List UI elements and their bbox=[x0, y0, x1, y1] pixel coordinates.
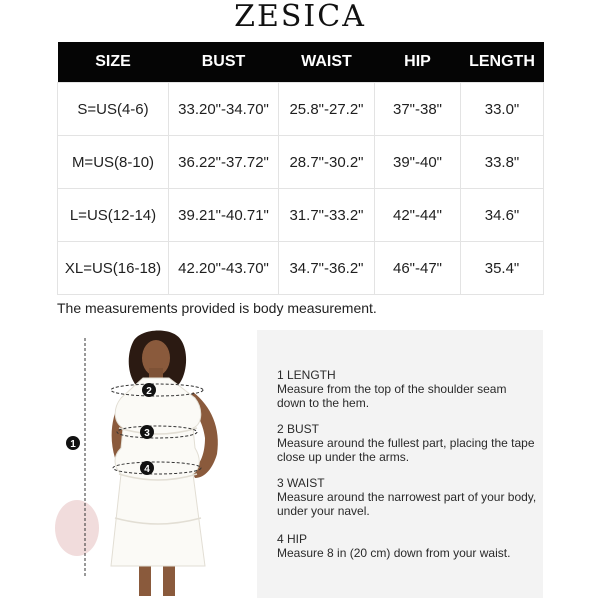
guide-hip-text: Measure 8 in (20 cm) down from your waist. bbox=[277, 546, 511, 560]
guide-bust bbox=[277, 422, 537, 464]
svg-text:4: 4 bbox=[144, 464, 150, 475]
guide-waist-text: Measure around the narrowest part of your body, under your navel. bbox=[277, 490, 537, 518]
table-header-row bbox=[58, 42, 544, 83]
cell-hip: 42"-44" bbox=[375, 189, 461, 242]
guide-bust-title: 2 BUST bbox=[277, 422, 320, 436]
cell-waist: 34.7"-36.2" bbox=[279, 242, 375, 295]
cell-length: 33.0" bbox=[461, 83, 544, 136]
brand-logo: ZESICA bbox=[234, 0, 366, 34]
header-bust: BUST bbox=[169, 42, 279, 83]
cell-waist: 31.7"-33.2" bbox=[279, 189, 375, 242]
cell-length: 35.4" bbox=[461, 242, 544, 295]
svg-text:2: 2 bbox=[146, 386, 152, 397]
cell-size: XL=US(16-18) bbox=[58, 242, 169, 295]
cell-length: 34.6" bbox=[461, 189, 544, 242]
guide-hip bbox=[277, 532, 537, 560]
header-length: LENGTH bbox=[461, 42, 544, 83]
svg-text:3: 3 bbox=[144, 428, 150, 439]
cell-bust: 39.21"-40.71" bbox=[169, 189, 279, 242]
cell-length: 33.8" bbox=[461, 136, 544, 189]
cell-hip: 46"-47" bbox=[375, 242, 461, 295]
cell-size: M=US(8-10) bbox=[58, 136, 169, 189]
measurement-guide-panel bbox=[257, 330, 543, 598]
table-row bbox=[58, 83, 544, 136]
cell-waist: 28.7"-30.2" bbox=[279, 136, 375, 189]
cell-bust: 36.22"-37.72" bbox=[169, 136, 279, 189]
guide-length bbox=[277, 368, 537, 410]
marker-hip bbox=[140, 461, 154, 475]
marker-bust bbox=[142, 383, 156, 397]
cell-waist: 25.8"-27.2" bbox=[279, 83, 375, 136]
guide-length-text: Measure from the top of the shoulder seam down to the hem. bbox=[277, 382, 507, 410]
guide-bust-text: Measure around the fullest part, placing the tape close up under the arms. bbox=[277, 436, 535, 464]
header-size: SIZE bbox=[58, 42, 169, 83]
cell-hip: 39"-40" bbox=[375, 136, 461, 189]
cell-size: L=US(12-14) bbox=[58, 189, 169, 242]
header-hip: HIP bbox=[375, 42, 461, 83]
svg-text:1: 1 bbox=[70, 439, 76, 450]
guide-hip-title: 4 HIP bbox=[277, 532, 308, 546]
marker-waist bbox=[140, 425, 154, 439]
cell-size: S=US(4-6) bbox=[58, 83, 169, 136]
table-row bbox=[58, 242, 544, 295]
marker-length bbox=[66, 436, 80, 450]
guide-length-title: 1 LENGTH bbox=[277, 368, 336, 382]
header-waist: WAIST bbox=[279, 42, 375, 83]
guide-waist bbox=[277, 476, 537, 518]
model-dress-illustration bbox=[55, 328, 255, 598]
measurement-note: The measurements provided is body measurement. bbox=[57, 300, 377, 316]
guide-waist-title: 3 WAIST bbox=[277, 476, 325, 490]
cell-hip: 37"-38" bbox=[375, 83, 461, 136]
cell-bust: 33.20"-34.70" bbox=[169, 83, 279, 136]
size-chart-table bbox=[57, 42, 544, 295]
table-row bbox=[58, 136, 544, 189]
cell-bust: 42.20"-43.70" bbox=[169, 242, 279, 295]
table-row bbox=[58, 189, 544, 242]
